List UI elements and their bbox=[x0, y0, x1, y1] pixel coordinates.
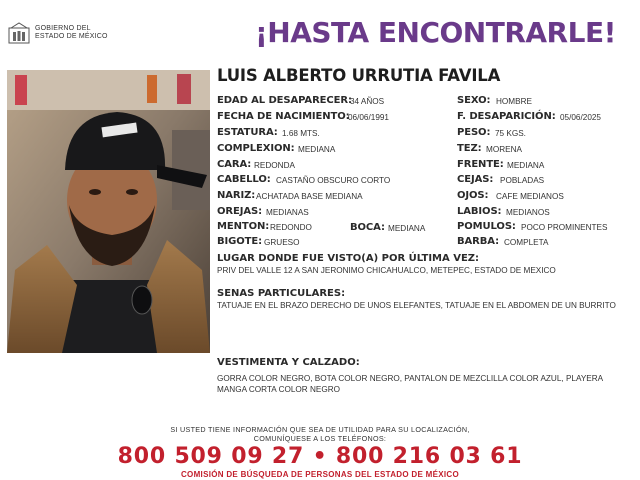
field-value: CAFE MEDIANOS bbox=[496, 192, 564, 201]
field-value: GRUESO bbox=[264, 238, 300, 247]
phone-numbers: 800 509 09 27 • 800 216 03 61 bbox=[117, 444, 523, 469]
government-logo bbox=[8, 22, 118, 46]
field-label: ESTATURA: bbox=[217, 127, 278, 138]
field-label: F. DESAPARICIÓN: bbox=[457, 111, 556, 122]
field-label: TEZ: bbox=[457, 143, 482, 154]
clothing-text: GORRA COLOR NEGRO, BOTA COLOR NEGRO, PANTALON DE MEZCLILLA COLOR AZUL, PLAYERA MANGA CORTA COLOR NEGRO bbox=[217, 374, 603, 394]
field-label: EDAD AL DESAPARECER: bbox=[217, 95, 352, 106]
field-label: MENTON: bbox=[217, 221, 270, 232]
field-label: SEXO: bbox=[457, 95, 491, 106]
field-label: BARBA: bbox=[457, 236, 500, 247]
logo-text bbox=[35, 25, 108, 41]
field-label: OREJAS: bbox=[217, 206, 262, 217]
logo-text-line-1: GOBIERNO DEL bbox=[35, 25, 91, 32]
field-value: MEDIANA bbox=[507, 161, 545, 170]
field-label: CARA: bbox=[217, 159, 252, 170]
state-seal-icon bbox=[8, 22, 30, 44]
field-value: MEDIANOS bbox=[506, 208, 550, 217]
clothing-title: VESTIMENTA Y CALZADO: bbox=[217, 357, 360, 368]
field-value: REDONDA bbox=[254, 161, 295, 170]
field-label: FECHA DE NACIMIENTO: bbox=[217, 111, 350, 122]
logo-text-line-2: ESTADO DE MÉXICO bbox=[35, 33, 108, 40]
commission-name: COMISIÓN DE BÚSQUEDA DE PERSONAS DEL ESTADO DE MÉXICO bbox=[180, 470, 459, 479]
field-value: 06/06/1991 bbox=[348, 113, 389, 122]
field-label: CABELLO: bbox=[217, 174, 271, 185]
portrait-illustration bbox=[7, 70, 210, 353]
field-value: POBLADAS bbox=[500, 176, 545, 185]
field-label: PESO: bbox=[457, 127, 491, 138]
field-value: 1.68 MTS. bbox=[282, 129, 320, 138]
contact-note-line-1: SI USTED TIENE INFORMACIÓN QUE SEA DE UTILIDAD PARA SU LOCALIZACIÓN, bbox=[170, 425, 470, 434]
field-value: CASTAÑO OBSCURO CORTO bbox=[276, 176, 391, 185]
field-value: MEDIANA bbox=[298, 145, 336, 154]
field-value: 05/06/2025 bbox=[560, 113, 601, 122]
field-value: HOMBRE bbox=[496, 97, 532, 106]
marks-title: SENAS PARTICULARES: bbox=[217, 288, 346, 299]
marks-text: TATUAJE EN EL BRAZO DERECHO DE UNOS ELEFANTES, TATUAJE EN EL ABDOMEN DE UN BURRITO bbox=[217, 301, 616, 310]
field-label: LABIOS: bbox=[457, 206, 502, 217]
field-value: REDONDO bbox=[270, 223, 312, 232]
person-name: LUIS ALBERTO URRUTIA FAVILA bbox=[217, 66, 501, 85]
last-seen-text: PRIV DEL VALLE 12 A SAN JERONIMO CHICAHUALCO, METEPEC, ESTADO DE MEXICO bbox=[217, 266, 556, 275]
contact-note-line-2: COMUNÍQUESE A LOS TELÉFONOS: bbox=[253, 433, 387, 443]
field-value: MORENA bbox=[486, 145, 522, 154]
field-label: NARIZ: bbox=[217, 190, 256, 201]
field-label: BIGOTE: bbox=[217, 236, 263, 247]
field-value: ACHATADA BASE MEDIANA bbox=[256, 192, 363, 201]
field-value: POCO PROMINENTES bbox=[521, 223, 608, 232]
field-value: COMPLETA bbox=[504, 238, 549, 247]
field-label: COMPLEXION: bbox=[217, 143, 295, 154]
field-label: OJOS: bbox=[457, 190, 489, 201]
field-value: 34 AÑOS bbox=[350, 97, 385, 106]
field-label: CEJAS: bbox=[457, 174, 494, 185]
headline: ¡HASTA ENCONTRARLE! bbox=[255, 16, 616, 49]
last-seen-title: LUGAR DONDE FUE VISTO(A) POR ÚLTIMA VEZ: bbox=[217, 253, 480, 264]
field-label: POMULOS: bbox=[457, 221, 516, 232]
field-value-mouth: MEDIANA bbox=[388, 224, 426, 233]
contact-note bbox=[130, 426, 510, 443]
field-label: FRENTE: bbox=[457, 159, 504, 170]
field-value: MEDIANAS bbox=[266, 208, 309, 217]
missing-person-photo bbox=[7, 70, 210, 353]
field-value: 75 KGS. bbox=[495, 129, 526, 138]
field-label-mouth: BOCA: bbox=[350, 222, 385, 233]
